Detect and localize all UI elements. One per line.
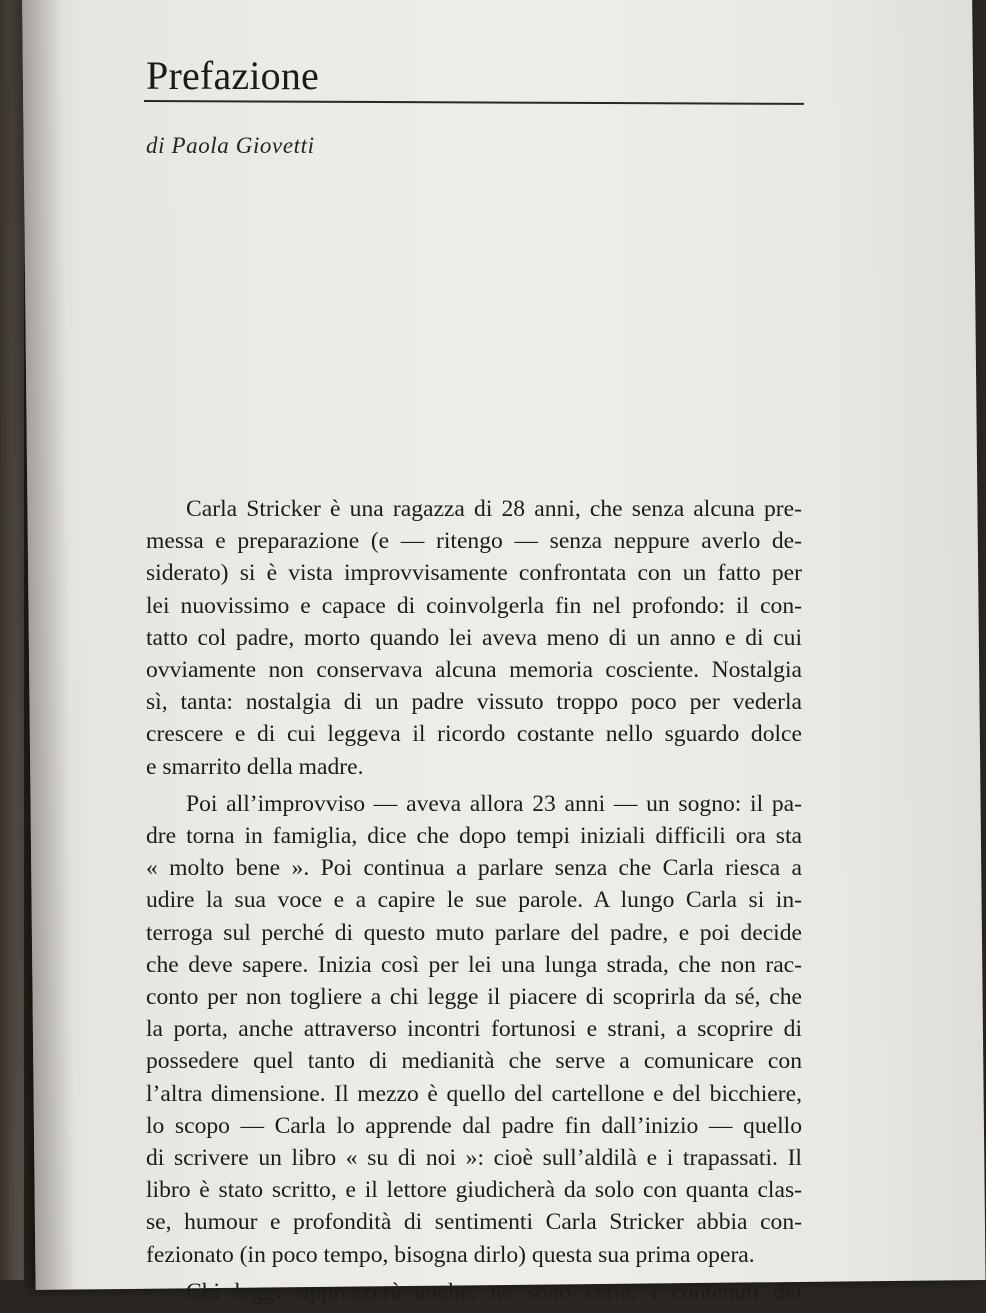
- text-line: libro è stato scritto, e il lettore giudicherà da solo con quanta clas-: [146, 1177, 802, 1204]
- text-line: se, humour e profondità di sentimenti Carla Stricker abbia con-: [146, 1209, 802, 1236]
- paragraph-2: [146, 788, 802, 1271]
- text-line: udire la sua voce e a capire le sue parole. A lungo Carla si in-: [146, 887, 802, 914]
- paragraph-1: [146, 493, 802, 783]
- text-line: l’altra dimensione. Il mezzo è quello del cartellone e del bicchiere,: [146, 1080, 802, 1107]
- text-line: crescere e di cui leggeva il ricordo costante nello sguardo dolce: [146, 721, 802, 748]
- text-line: messa e preparazione (e — ritengo — senza neppure averlo de-: [146, 528, 802, 555]
- book-edge: [0, 0, 24, 1280]
- text-line: che deve sapere. Inizia così per lei una lunga strada, che non rac-: [146, 951, 802, 978]
- chapter-author: di Paola Giovetti: [146, 133, 315, 158]
- text-line: possedere quel tanto di medianità che serve a comunicare con: [146, 1048, 802, 1075]
- text-line: lo scopo — Carla lo apprende dal padre fin dall’inizio — quello: [146, 1112, 802, 1139]
- text-line: siderato) si è vista improvvisamente confrontata con un fatto per: [146, 560, 802, 587]
- text-line: lei nuovissimo e capace di coinvolgerla fin nel profondo: il con-: [146, 592, 802, 619]
- paragraph-3: [146, 1276, 802, 1308]
- text-line: tatto col padre, morto quando lei aveva meno di un anno e di cui: [146, 624, 802, 651]
- text-line: sì, tanta: nostalgia di un padre vissuto troppo poco per vederla: [146, 689, 802, 716]
- text-line: terroga sul perché di questo muto parlare del padre, e poi decide: [146, 919, 802, 946]
- text-line: « molto bene ». Poi continua a parlare senza che Carla riesca a: [146, 855, 802, 882]
- text-line: Chi legge apprezzerà anche, ne sono certa, i contenuti dei: [186, 1278, 802, 1305]
- text-line: conto per non togliere a chi legge il piacere di scoprirla da sé, che: [146, 984, 802, 1011]
- text-line: Carla Stricker è una ragazza di 28 anni, che senza alcuna pre-: [186, 496, 802, 522]
- text-line: la porta, anche attraverso incontri fortunosi e strani, a scoprire di: [146, 1016, 802, 1043]
- text-line: fezionato (in poco tempo, bisogna dirlo) questa sua prima opera.: [146, 1241, 755, 1268]
- text-line: dre torna in famiglia, dice che dopo tempi iniziali difficili ora sta: [146, 823, 802, 850]
- text-line: di scrivere un libro « su di noi »: cioè sull’aldilà e i trapassati. Il: [146, 1145, 802, 1172]
- text-line: e smarrito della madre.: [146, 753, 364, 780]
- text-line: Poi all’improvviso — aveva allora 23 anni — un sogno: il pa-: [186, 790, 802, 817]
- chapter-title: Prefazione: [146, 53, 320, 98]
- body-text: [146, 493, 802, 1313]
- text-line: ovviamente non conservava alcuna memoria cosciente. Nostalgia: [146, 657, 802, 684]
- spine-shadow: [22, 0, 76, 1290]
